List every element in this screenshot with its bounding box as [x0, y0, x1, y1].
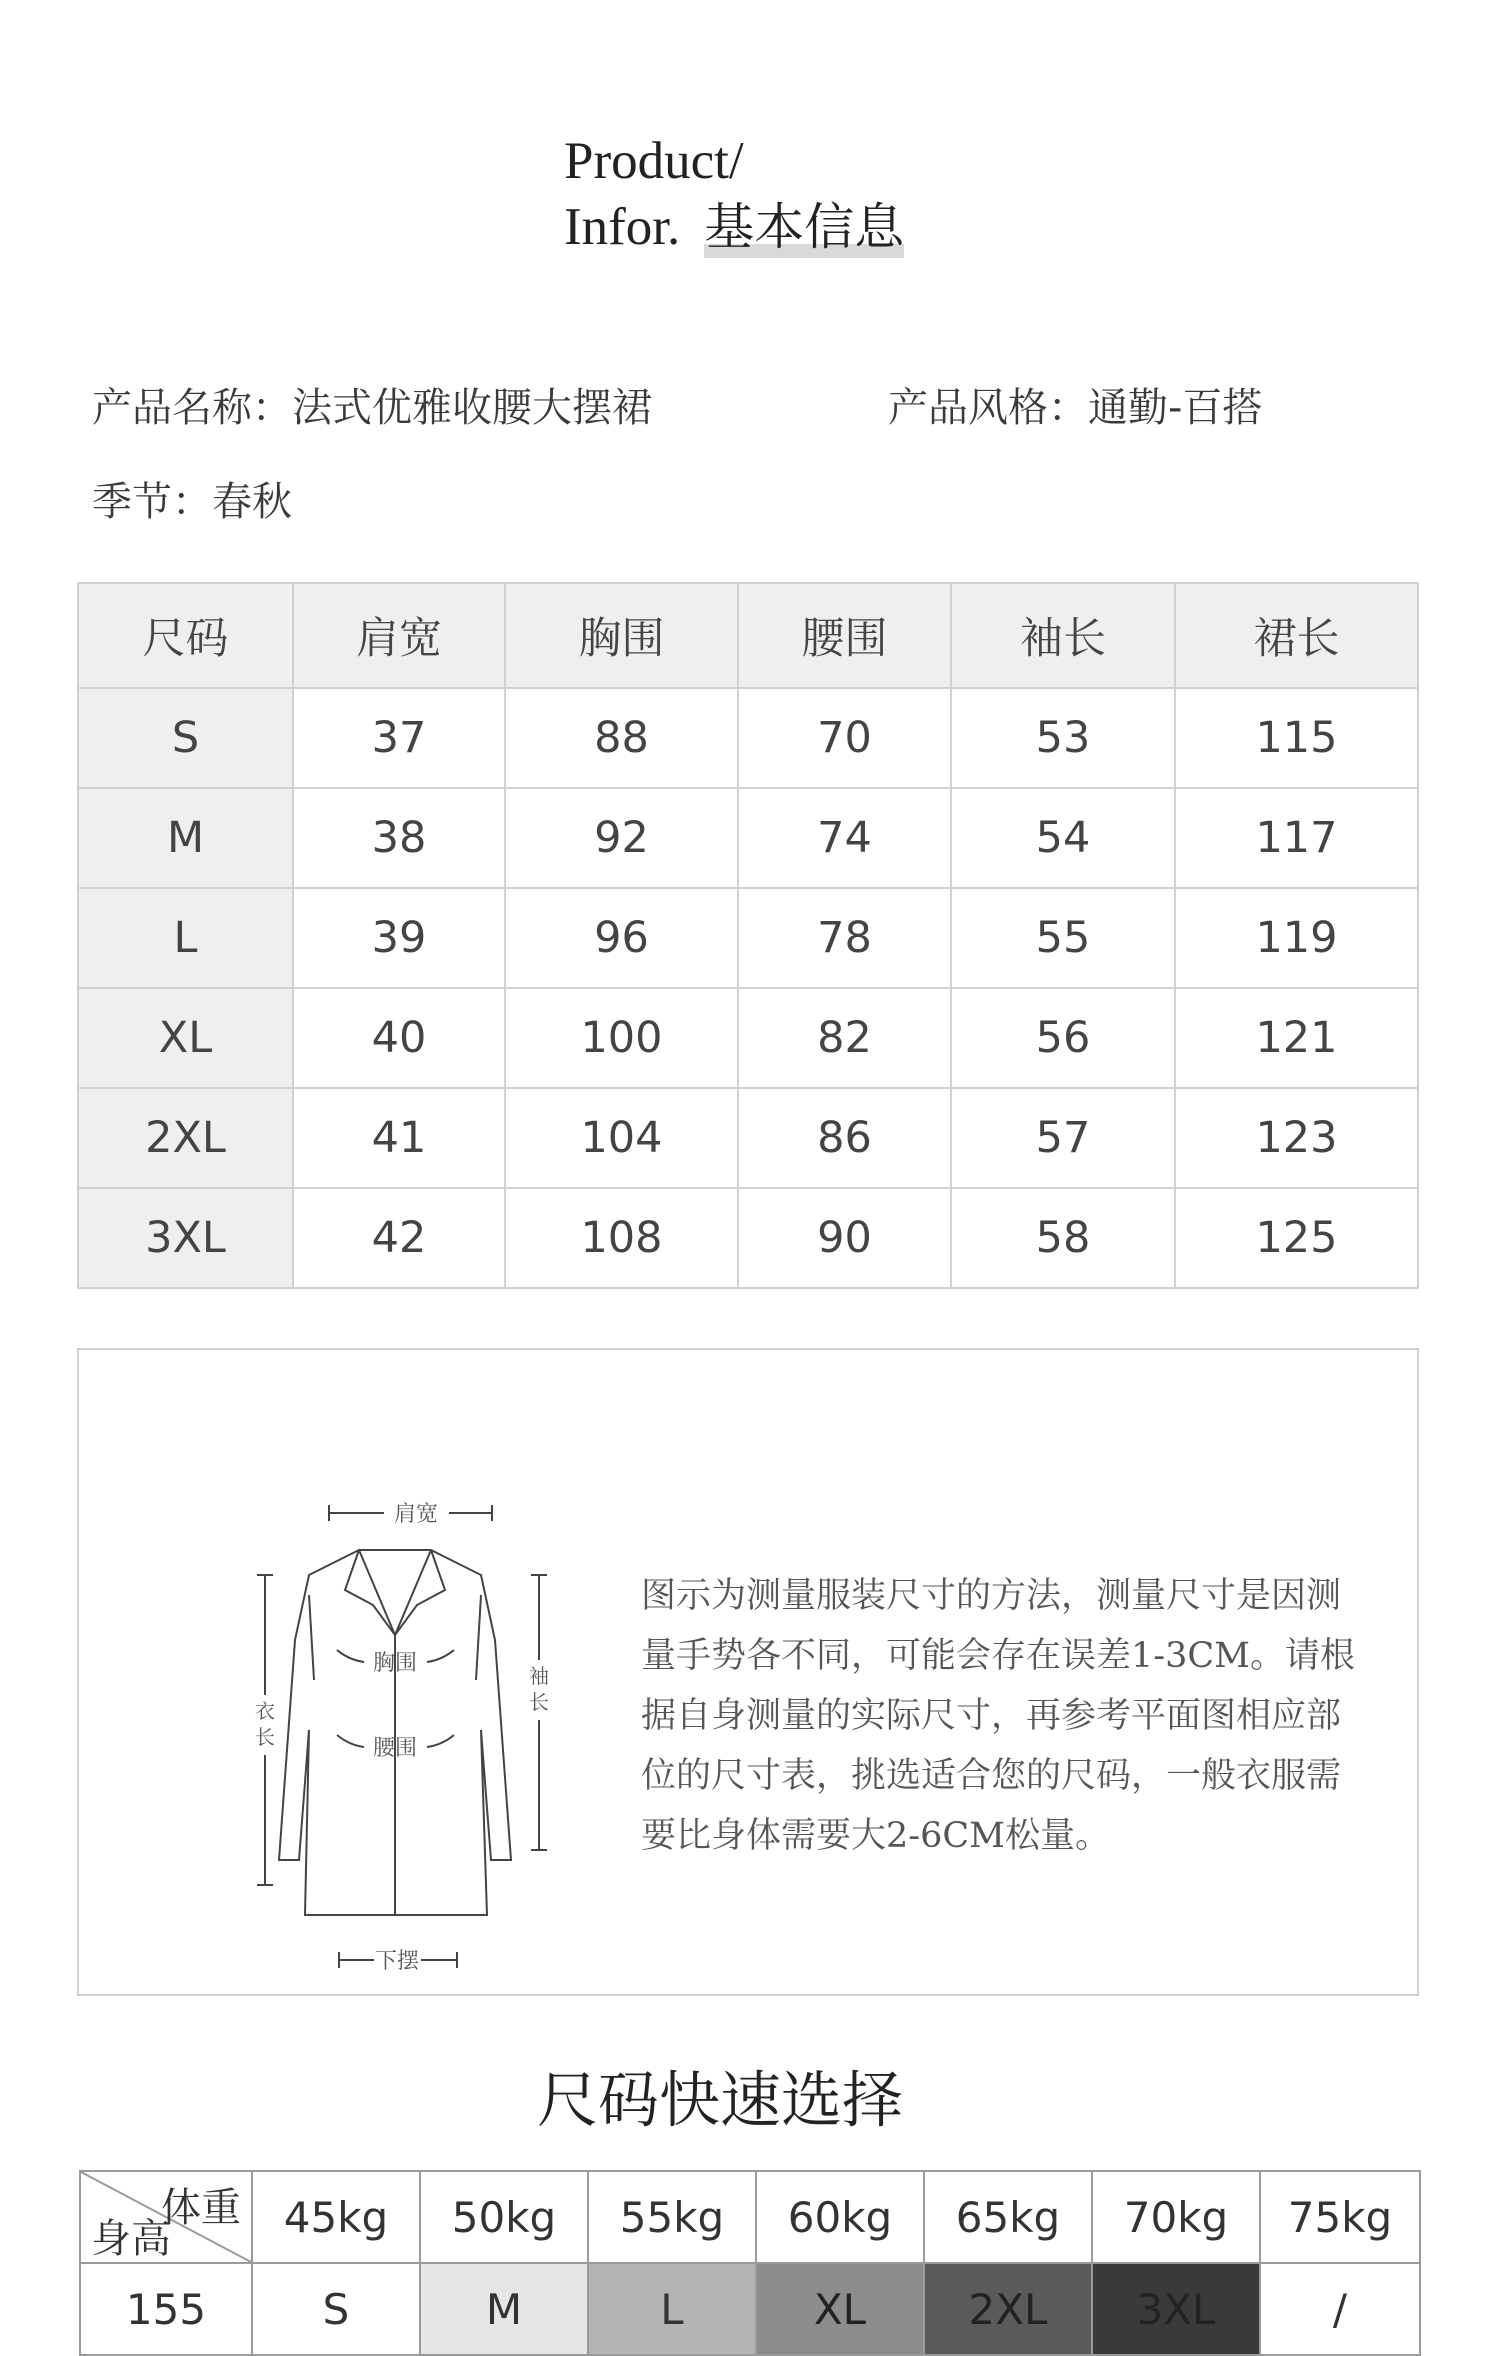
weight-cell: 50kg — [420, 2171, 588, 2263]
table-cell: 100 — [505, 988, 738, 1088]
weight-cell: 45kg — [252, 2171, 420, 2263]
coat-armhole-right — [476, 1595, 481, 1680]
table-cell: 74 — [738, 788, 951, 888]
table-cell: L — [78, 888, 293, 988]
product-season: 季节：春秋 — [92, 479, 292, 525]
header-waist: 腰围 — [738, 583, 951, 688]
table-row — [78, 788, 1418, 888]
size-cell: 3XL — [1092, 2263, 1260, 2355]
chest-arc-right — [427, 1650, 454, 1662]
table-cell: 96 — [505, 888, 738, 988]
label-hem: 下摆 — [374, 1949, 420, 1974]
header-size: 尺码 — [78, 583, 293, 688]
table-cell: 57 — [951, 1088, 1175, 1188]
label-shoulder: 肩宽 — [393, 1502, 439, 1527]
coat-lapel-right — [395, 1550, 445, 1635]
table-cell: 88 — [505, 688, 738, 788]
label-sleeve-2: 长 — [529, 1690, 549, 1714]
chest-arc-left — [337, 1650, 364, 1662]
header-sleeve: 袖长 — [951, 583, 1175, 688]
table-cell: 104 — [505, 1088, 738, 1188]
table-row — [78, 888, 1418, 988]
waist-arc-right — [427, 1735, 454, 1747]
table-cell: 39 — [293, 888, 505, 988]
table-row — [78, 1188, 1418, 1288]
table-cell: 40 — [293, 988, 505, 1088]
coat-diagram — [159, 1430, 549, 1974]
table-cell: 37 — [293, 688, 505, 788]
table-row — [78, 688, 1418, 788]
weight-cell: 65kg — [924, 2171, 1092, 2263]
table-cell: 125 — [1175, 1188, 1418, 1288]
table-cell: 42 — [293, 1188, 505, 1288]
table-cell: 54 — [951, 788, 1175, 888]
table-cell: 117 — [1175, 788, 1418, 888]
product-name: 产品名称：法式优雅收腰大摆裙 — [92, 385, 652, 431]
table-cell: 82 — [738, 988, 951, 1088]
table-cell: 53 — [951, 688, 1175, 788]
table-cell: 58 — [951, 1188, 1175, 1288]
label-sleeve-1: 袖 — [529, 1664, 549, 1688]
table-cell: 70 — [738, 688, 951, 788]
size-cell: L — [588, 2263, 756, 2355]
table-cell: 56 — [951, 988, 1175, 1088]
size-cell: S — [252, 2263, 420, 2355]
size-cell: XL — [756, 2263, 924, 2355]
weight-label: 体重 — [161, 2185, 241, 2231]
table-row — [80, 2263, 1420, 2355]
label-waist: 腰围 — [372, 1736, 418, 1761]
header-infor-text: Infor. — [564, 198, 681, 256]
label-chest: 胸围 — [372, 1651, 418, 1676]
table-cell: 92 — [505, 788, 738, 888]
coat-neckline — [359, 1550, 431, 1635]
coat-armhole-left — [309, 1595, 314, 1680]
weight-cell: 55kg — [588, 2171, 756, 2263]
header-skirt-length: 裙长 — [1175, 583, 1418, 688]
weight-cell: 70kg — [1092, 2171, 1260, 2263]
size-cell: 2XL — [924, 2263, 1092, 2355]
table-cell: 123 — [1175, 1088, 1418, 1188]
size-cell: / — [1260, 2263, 1420, 2355]
corner-cell — [80, 2171, 252, 2263]
header-cn-title: 基本信息 — [704, 194, 904, 260]
measurement-note: 图示为测量服装尺寸的方法，测量尺寸是因测量手势各不同，可能会存在误差1-3CM。请根据自身测量的实际尺寸，再参考平面图相应部位的尺寸表，挑选适合您的尺码，一般衣服需要比身体需要大2-6CM松量。 — [641, 1576, 1355, 1856]
table-cell: 86 — [738, 1088, 951, 1188]
label-length-1: 衣 — [255, 1699, 275, 1723]
section-header — [564, 128, 904, 260]
coat-lapel-left — [345, 1550, 395, 1635]
height-cell: 155 — [80, 2263, 252, 2355]
waist-arc-left — [337, 1735, 364, 1747]
header-line-infor — [564, 194, 904, 260]
size-table — [77, 582, 1419, 1289]
header-shoulder: 肩宽 — [293, 583, 505, 688]
table-cell: 55 — [951, 888, 1175, 988]
weight-cell: 60kg — [756, 2171, 924, 2263]
product-style: 产品风格：通勤-百搭 — [888, 385, 1263, 431]
table-cell: 3XL — [78, 1188, 293, 1288]
height-label: 身高 — [91, 2216, 171, 2262]
table-cell: 121 — [1175, 988, 1418, 1088]
weight-header-row — [80, 2171, 1420, 2263]
quick-select-title: 尺码快速选择 — [536, 2065, 903, 2136]
table-row — [78, 988, 1418, 1088]
header-line-product: Product/ — [564, 132, 744, 190]
table-cell: 119 — [1175, 888, 1418, 988]
table-row — [78, 1088, 1418, 1188]
table-cell: 38 — [293, 788, 505, 888]
table-cell: 41 — [293, 1088, 505, 1188]
table-cell: 115 — [1175, 688, 1418, 788]
label-length-2: 长 — [255, 1725, 275, 1749]
table-cell: M — [78, 788, 293, 888]
table-cell: 90 — [738, 1188, 951, 1288]
size-table-header-row — [78, 583, 1418, 688]
header-chest: 胸围 — [505, 583, 738, 688]
weight-cell: 75kg — [1260, 2171, 1420, 2263]
table-cell: S — [78, 688, 293, 788]
size-cell: M — [420, 2263, 588, 2355]
quick-size-table — [79, 2170, 1421, 2356]
table-cell: XL — [78, 988, 293, 1088]
table-cell: 108 — [505, 1188, 738, 1288]
measurement-guide — [77, 1348, 1419, 1996]
table-cell: 2XL — [78, 1088, 293, 1188]
table-cell: 78 — [738, 888, 951, 988]
